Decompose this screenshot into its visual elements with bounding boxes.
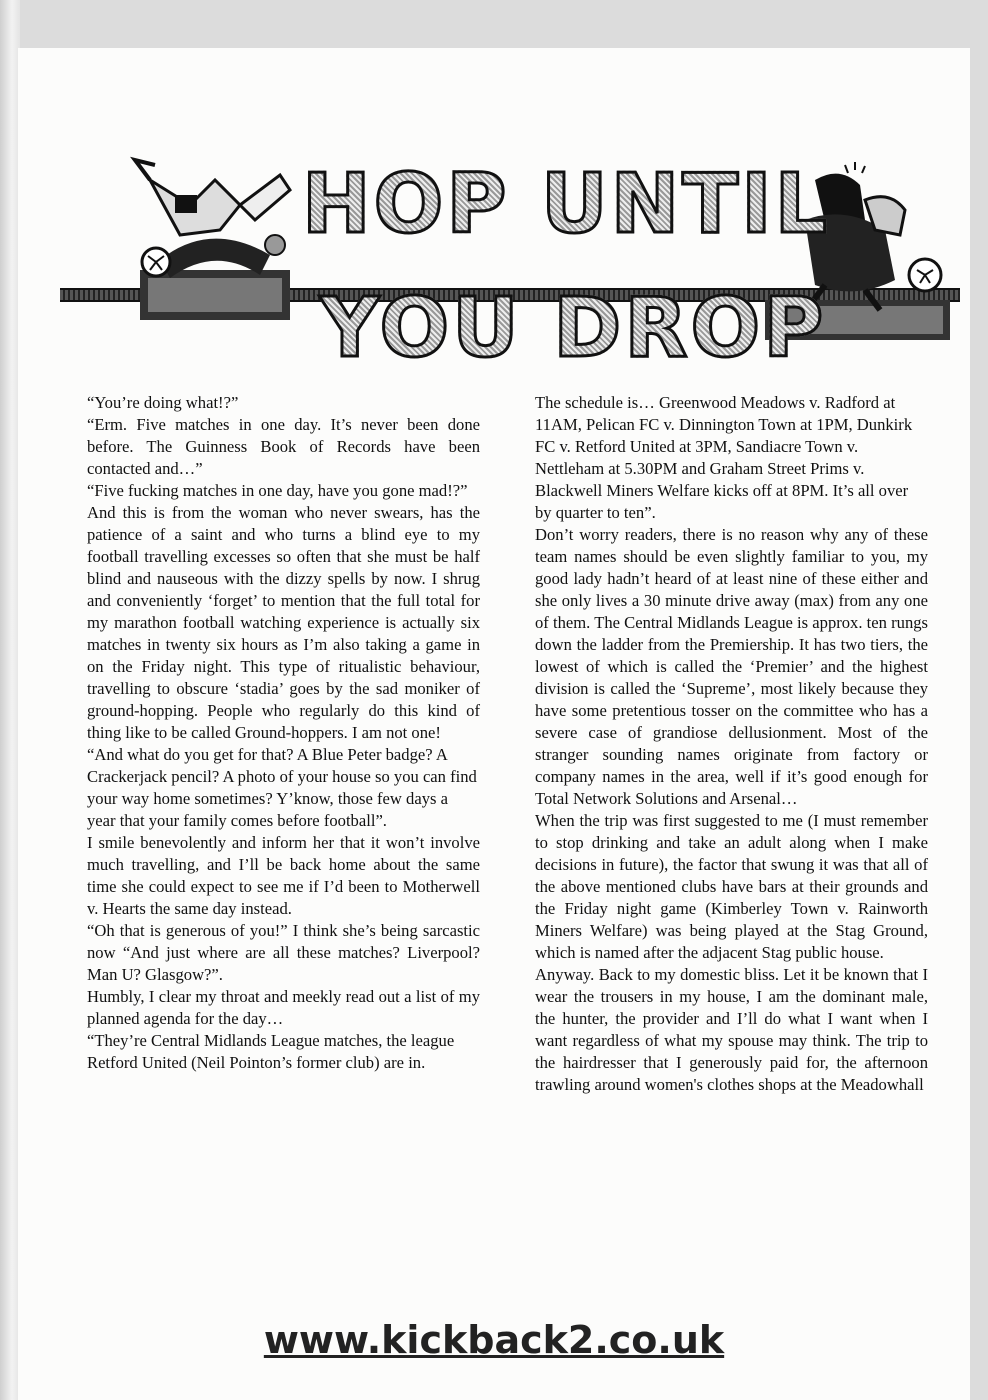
- article-title-line-1: HOP UNTIL: [302, 157, 830, 252]
- article-column-left: [87, 392, 480, 1074]
- paragraph: “Five fucking matches in one day, have you gone mad!?”: [87, 481, 468, 500]
- website-url: www.kickback2.co.uk: [263, 1318, 725, 1362]
- article-title-line-2: YOU DROP: [320, 281, 827, 376]
- paragraph: I smile benevolently and inform her that it won’t involve much travelling, and I’ll be back home about the same time she could expect to see me if I’d been to Motherwell v. Hearts the same day instead.: [87, 833, 480, 918]
- paragraph: Anyway. Back to my domestic bliss. Let it be known that I wear the trousers in my house, I am the dominant male, the hunter, the provider and I’ll do what I want when I want regardless of what my spouse may think. The trip to the hairdresser that I generously paid for, the afternoon trawling around women's clothes shops at the Meadowhall: [535, 965, 928, 1094]
- article-masthead: [50, 150, 950, 385]
- paragraph: “Erm. Five matches in one day. It’s never been done before. The Guinness Book of Records have been contacted and…”: [87, 415, 480, 478]
- paragraph: And this is from the woman who never swears, has the patience of a saint and who turns a blind eye to my football travelling excesses so often that she must be half blind and nauseous with the dizzy spells by now. I shrug and conveniently ‘forget’ to mention that the full total for my marathon football watching experience is actually six matches in twenty six hours as I’m also taking a game in on the Friday night. This type of ritualistic behaviour, travelling to obscure ‘stadia’ goes by the sad moniker of ground-hopping. People who regularly do this kind of thing like to be called Ground-hoppers. I am not one!: [87, 503, 480, 742]
- paragraph: Humbly, I clear my throat and meekly read out a list of my planned agenda for the day…: [87, 987, 480, 1028]
- article-column-right: [535, 392, 928, 1096]
- paragraph: The schedule is… Greenwood Meadows v. Radford at 11AM, Pelican FC v. Dinnington Town at 1PM, Dunkirk FC v. Retford United at 3PM, Sandiacre Town v. Nettleham at 5.30PM and Graham Street Prims v. Blackwell Miners Welfare kicks off at 8PM. It’s all over by quarter to ten”.: [535, 393, 913, 522]
- paragraph: “You’re doing what!?”: [87, 393, 239, 412]
- paragraph: Don’t worry readers, there is no reason why any of these team names should be even slightly familiar to you, my good lady hadn’t heard of at least nine of these either and she only lives a 30 minute drive away (max) from any one of them. The Central Midlands League is approx. ten rungs down the ladder from the Premiership. It has two tiers, the lowest of which is called the ‘Premier’ and the highest division is called the ‘Supreme’, most likely because they have some pretentious tosser on the committee who has a severe case of grandiose dellusionment. Most of the stranger sounding names originate from factory or company names in the area, well if it’s good enough for Total Network Solutions and Arsenal…: [535, 525, 928, 808]
- falling-footballer-illustration: [120, 150, 305, 335]
- paragraph: “And what do you get for that? A Blue Peter badge? A Crackerjack pencil? A photo of your house so you can find your way home sometimes? Y’know, those few days a year that your family comes before football”.: [87, 745, 477, 830]
- paragraph: “They’re Central Midlands League matches, the league Retford United (Neil Pointon’s former club) are in.: [87, 1031, 455, 1072]
- paragraph: “Oh that is generous of you!” I think she’s being sarcastic now “And just where are all these matches? Liverpool? Man U? Glasgow?”.: [87, 921, 480, 984]
- binding-shadow: [0, 0, 20, 1400]
- paragraph: When the trip was first suggested to me (I must remember to stop drinking and take an adult along when I make decisions in future), the factor that swung it was that all of the above mentioned clubs have bars at their grounds and the Friday night game (Kimberley Town v. Rainworth Miners Welfare) was being played at the Stag Ground, which is named after the adjacent Stag public house.: [535, 811, 928, 962]
